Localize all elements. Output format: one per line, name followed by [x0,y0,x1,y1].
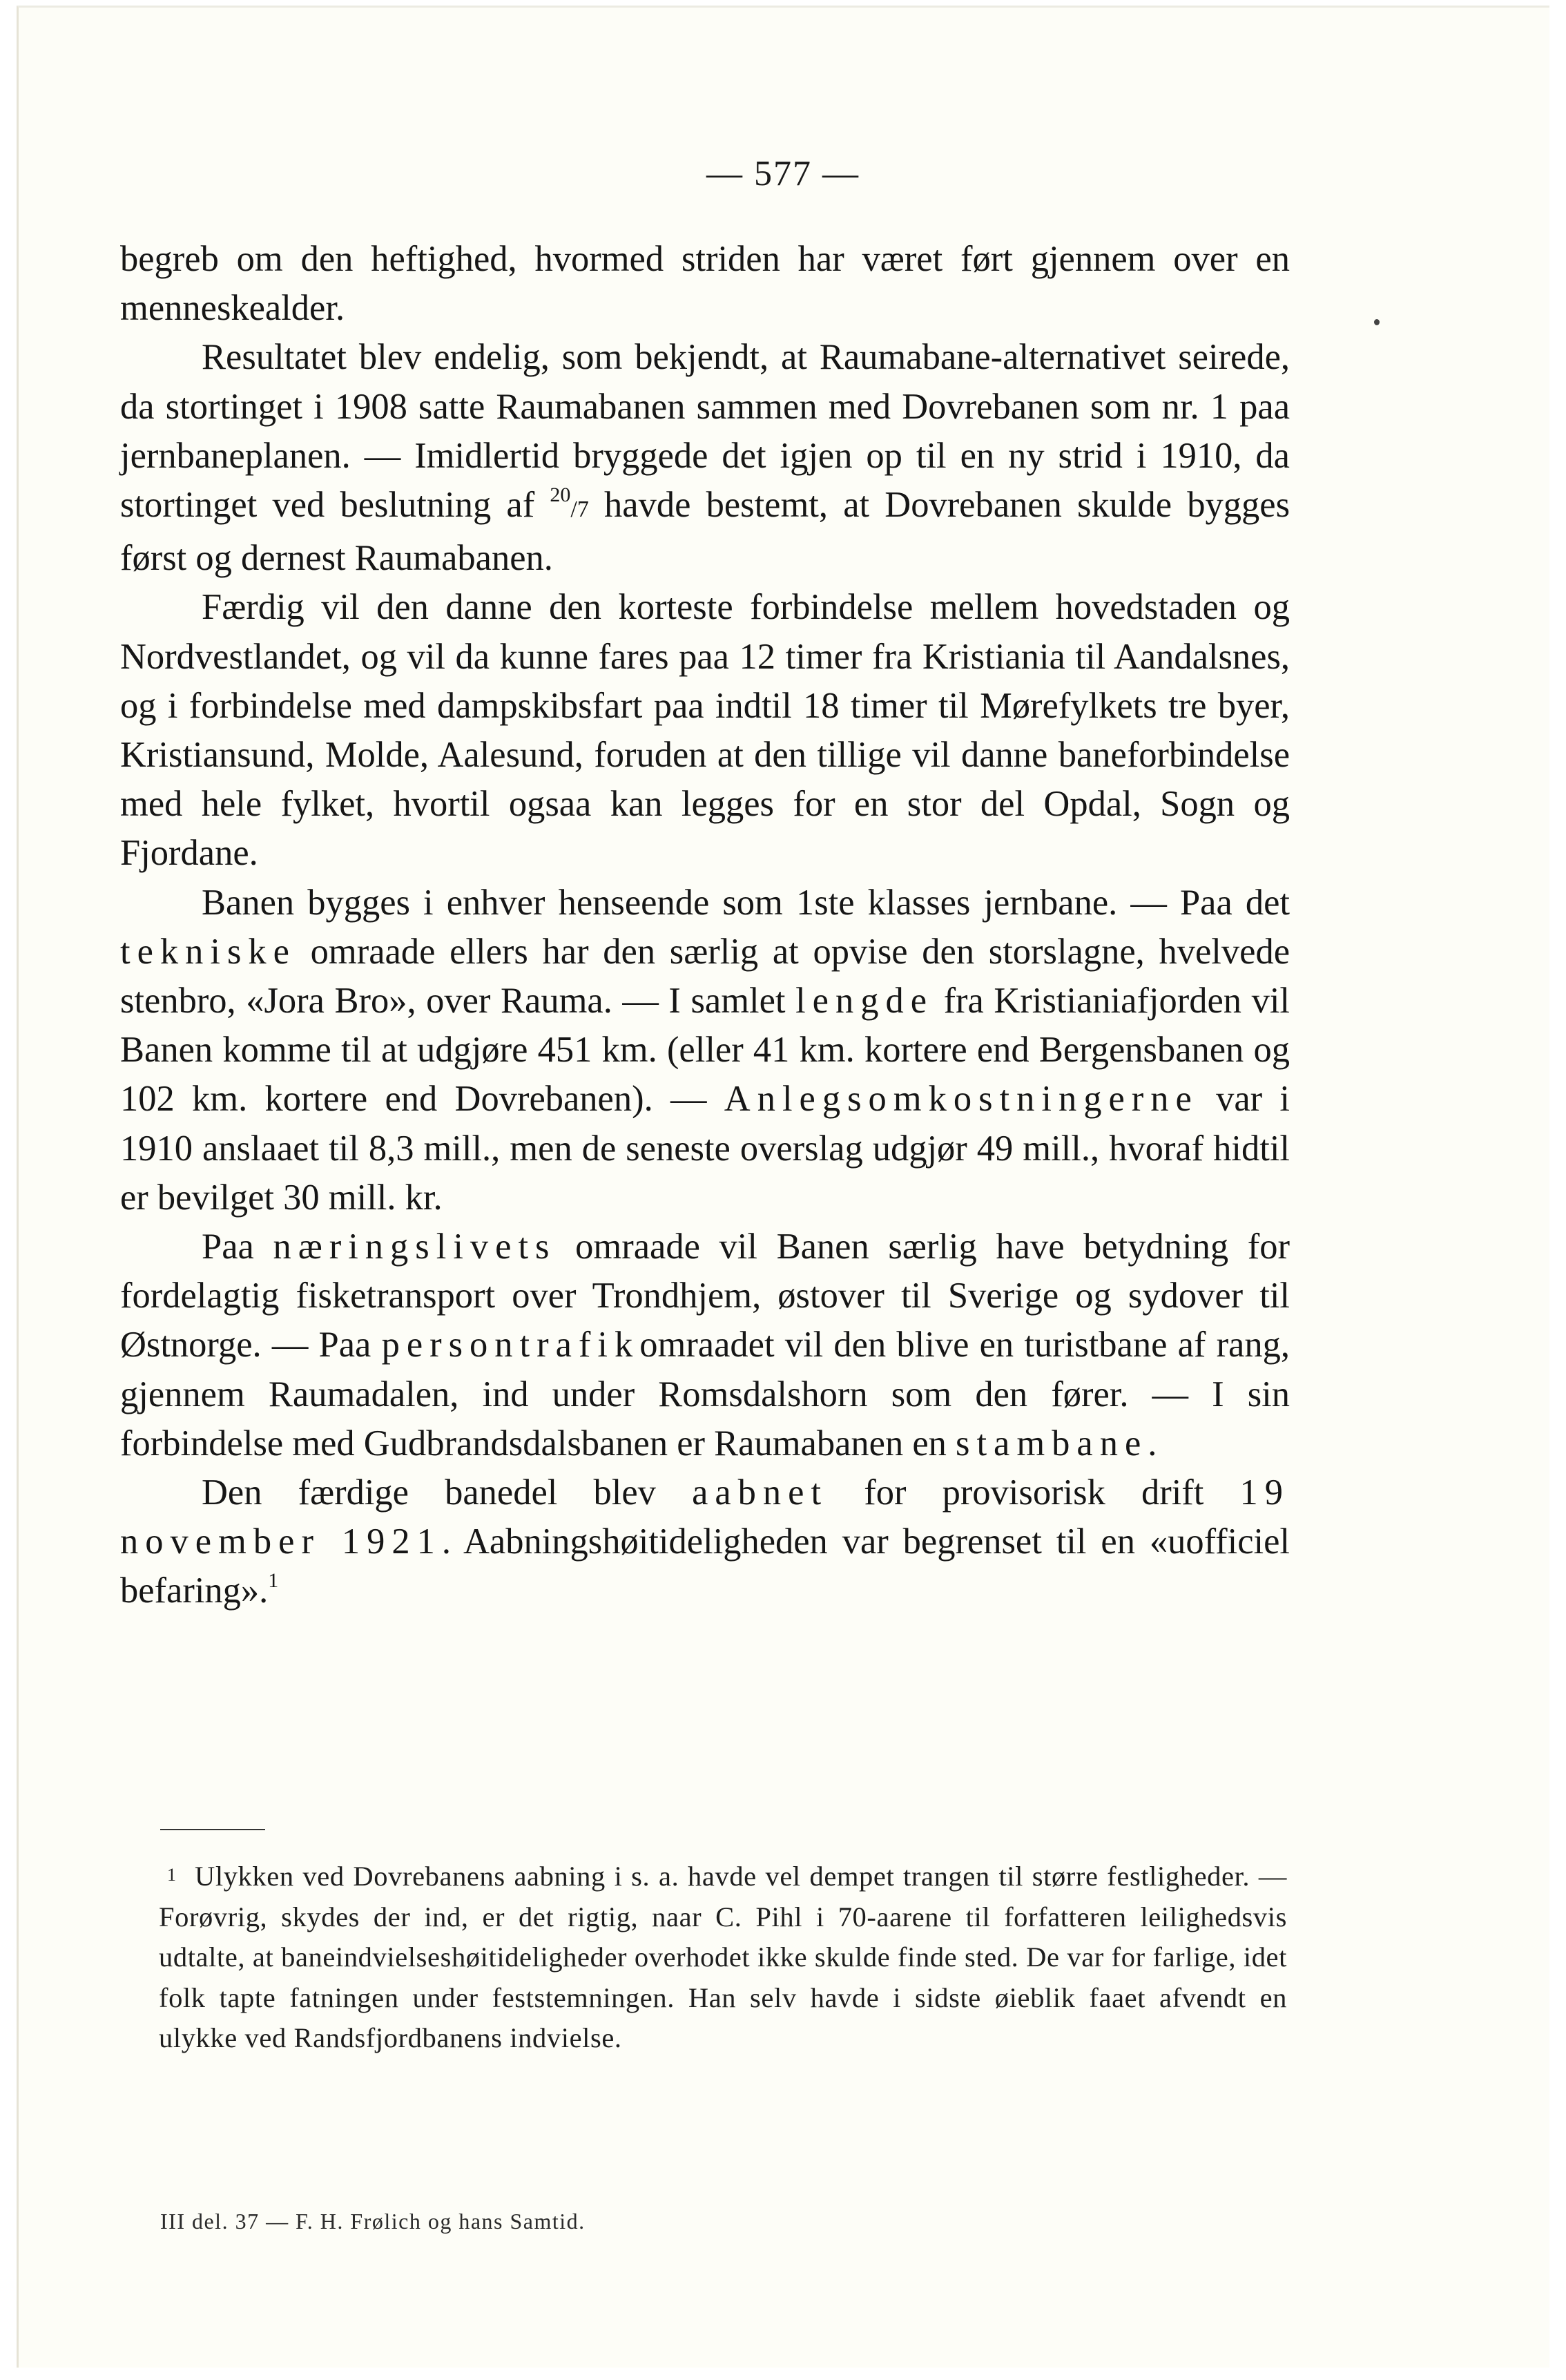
page-number: — 577 — [706,154,860,193]
printer-signature: III del. 37 — F. H. Frølich og hans Samtid. [160,2209,586,2234]
paragraph-4-text-d: var i 1910 anslaaet til 8,3 mill., men de seneste overslag udgjør 49 mill., hvoraf hidtil er bevilget 30 mill. kr. [120,1079,1290,1218]
paragraph-6-text-c: . Aabningshøitideligheden var begrenset til en «uofficiel befaring». [120,1522,1290,1611]
paragraph-5-text-d: . [1148,1423,1157,1463]
paragraph-4-text-b: omraade ellers har den særlig at opvise den storslagne, hvelvede stenbro, «Jora Bro», over Rauma. — I samlet [120,931,1290,1021]
paragraph-2-text-a: Resultatet blev endelig, som bekjendt, at Raumabane-alternativet seirede, da stortinget i 1908 satte Raumabanen sammen med Dovrebanen som nr. 1 paa jernbaneplanen. — Imidlertid bryggede det igjen op til en ny strid i 1910, da stortinget ved beslutning af [120,337,1290,526]
date-fraction-numerator: 20 [550,483,571,507]
ink-speck [1374,319,1380,325]
paragraph-6-text-b: for provisorisk drift [828,1472,1240,1513]
paragraph-5-text-a: Paa [202,1227,273,1267]
paragraph-3: Færdig vil den danne den korteste forbindelse mellem hovedstaden og Nordvestlandet, og vil da kunne fares paa 12 timer fra Kristiania til Aandalsnes, og i forbindelse med dampskibsfart paa indtil 18 timer til Mørefylkets tre byer, Kristiansund, Molde, Aalesund, foruden at den tillige vil danne baneforbindelse med hele fylket, hvortil ogsaa kan legges for en stor del Opdal, Sogn og Fjordane. [120,587,1290,874]
footnote-separator [160,1829,265,1830]
paragraph-2 [120,333,1290,583]
emphasis-aabnet: aabnet [692,1472,829,1513]
paragraph-5-text-c: omraadet vil den blive en turistbane af rang, gjennem Raumadalen, ind under Romsdalshorn som den fører. — I sin forbindelse med Gudbrandsdalsbanen er Raumabanen en [120,1325,1290,1463]
emphasis-stambane: stambane [956,1423,1148,1463]
paragraph-4-text-a: Banen bygges i enhver henseende som 1ste klasses jernbane. — Paa det [202,882,1290,923]
paragraph-5 [120,1222,1290,1468]
footnote [159,1856,1287,2059]
footnote-text: Ulykken ved Dovrebanens aabning i s. a. havde vel dempet trangen til større festligheder. — Forøvrig, skydes der ind, er det rigtig, naar C. Pihl i 70-aarene til forfatteren leilighedsvis udtalte, at baneindvielseshøitideligheder overhodet ikke skulde finde sted. De var for farlige, idet folk tapte fatningen under feststemningen. Han selv havde i sidste øieblik faaet afvendt en ulykke ved Randsfjordbanens indvielse. [159,1861,1287,2054]
paragraph-6-text-a: Den færdige banedel blev [202,1472,693,1513]
emphasis-anlegsomkostningerne: Anlegsomkostningerne [724,1079,1199,1120]
paragraph-1: begreb om den heftighed, hvormed striden har været ført gjennem over en menneskealder. [120,239,1290,329]
paragraph-4 [120,879,1290,1222]
footnote-reference: 1 [268,1569,279,1593]
paragraph-4-text-c: fra Kristianiafjorden vil Banen komme til at udgjøre 451 km. (eller 41 km. kortere end Bergensbanen og 102 km. kortere end Dovrebanen). — [120,981,1290,1120]
emphasis-persontrafik: persontrafik [381,1325,640,1365]
emphasis-date: 19 november 1921 [120,1472,1290,1562]
paragraph-5-text-b: omraade vil Banen særlig have betydning for fordelagtig fisketransport over Trondhjem, østover til Sverige og sydover til Østnorge. — Paa [120,1227,1290,1365]
paragraph-2-text-b: havde bestemt, at Dovrebanen skulde bygges først og dernest Raumabanen. [120,485,1290,579]
date-fraction-denominator: /7 [570,497,589,523]
footnote-marker: 1 [167,1865,177,1885]
emphasis-tekniske: tekniske [120,931,296,972]
emphasis-naeringslivets: næringslivets [273,1227,557,1267]
emphasis-lengde: lengde [795,981,934,1021]
main-text [120,235,1290,1616]
paragraph-6 [120,1468,1290,1616]
